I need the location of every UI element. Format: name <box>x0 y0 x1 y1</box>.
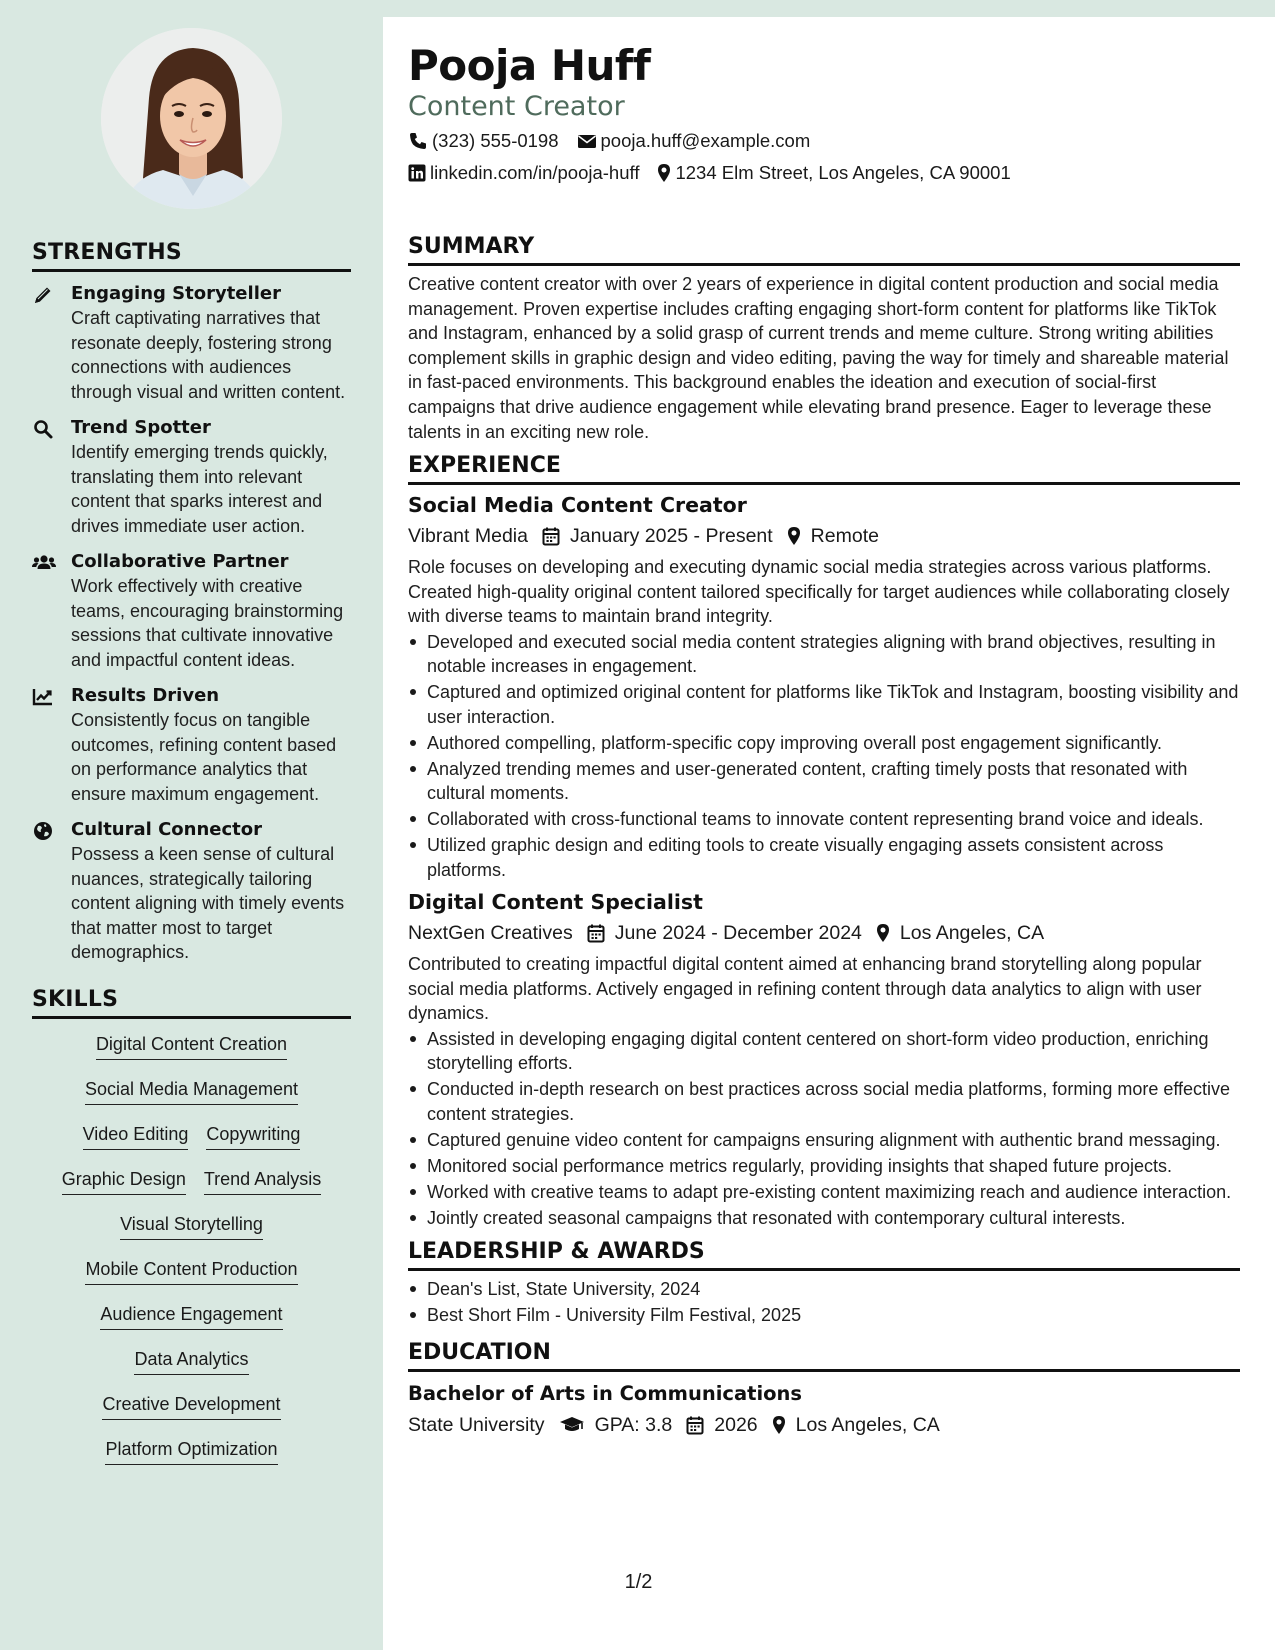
location-pin-icon <box>657 163 671 183</box>
list-item: Captured genuine video content for campaigns ensuring alignment with authentic brand messaging. <box>408 1128 1240 1153</box>
calendar-icon <box>542 526 560 546</box>
address-text: 1234 Elm Street, Los Angeles, CA 90001 <box>675 162 1011 183</box>
email-text: pooja.huff@example.com <box>600 130 811 151</box>
experience-heading: EXPERIENCE <box>408 453 1240 485</box>
chart-line-icon <box>32 686 54 708</box>
strength-desc: Work effectively with creative teams, encouraging brainstorming sessions that cultivate innovative and impactful content ideas. <box>71 576 344 670</box>
job-location-wrap <box>876 918 1044 948</box>
strength-item <box>32 416 351 538</box>
strengths-list <box>32 282 351 965</box>
job-location: Remote <box>810 525 879 548</box>
job-dates: January 2025 - Present <box>569 525 773 548</box>
location-pin-icon <box>772 1415 786 1435</box>
candidate-name: Pooja Huff <box>408 41 651 90</box>
job-entry <box>408 491 1240 882</box>
envelope-icon <box>577 133 597 149</box>
location-pin-icon <box>787 526 801 546</box>
list-item: Best Short Film - University Film Festival, 2025 <box>408 1303 1240 1328</box>
list-item: Assisted in developing engaging digital content centered on short-form video production, enriching storytelling efforts. <box>408 1027 1240 1076</box>
strength-title: Results Driven <box>71 685 220 706</box>
calendar-icon <box>686 1415 704 1435</box>
edu-year: 2026 <box>714 1413 758 1436</box>
awards-heading: LEADERSHIP & AWARDS <box>408 1239 1240 1271</box>
calendar-icon <box>587 923 605 943</box>
job-description: Contributed to creating impactful digital content aimed at enhancing brand storytelling along popular social media platforms. Actively engaged in refining content through data analytics to align with user dynamics. <box>408 954 1202 1024</box>
linkedin-text: linkedin.com/in/pooja-huff <box>430 162 640 183</box>
job-title: Social Media Content Creator <box>408 493 747 518</box>
skills-list <box>32 1032 351 1465</box>
job-bullets <box>408 1027 1240 1231</box>
list-item: Authored compelling, platform-specific copy improving overall post engagement significantly. <box>408 731 1240 756</box>
linkedin-contact[interactable] <box>408 158 639 188</box>
list-item: Collaborated with cross-functional teams to innovate content representing brand voice and ideals. <box>408 807 1240 832</box>
skills-heading: SKILLS <box>32 987 351 1019</box>
strength-item <box>32 818 351 965</box>
list-item: Utilized graphic design and editing tools to create visually engaging assets consistent across platforms. <box>408 833 1240 882</box>
job-description: Role focuses on developing and executing dynamic social media strategies across various platforms. Created high-quality original content tailored specifically for target audiences while collaborating closely with diverse teams to maintain brand integrity. <box>408 557 1230 627</box>
skill-tag: Creative Development <box>102 1392 280 1420</box>
skill-tag: Visual Storytelling <box>120 1212 263 1240</box>
phone-icon <box>408 131 428 151</box>
job-company: Vibrant Media <box>408 525 528 548</box>
phone-contact[interactable] <box>408 126 559 156</box>
skill-tag: Trend Analysis <box>204 1167 321 1195</box>
job-meta <box>408 918 1240 948</box>
sidebar-content <box>32 240 351 1465</box>
skill-tag: Copywriting <box>206 1122 300 1150</box>
job-dates: June 2024 - December 2024 <box>614 922 862 945</box>
portrait-illustration <box>101 28 282 209</box>
strength-title: Collaborative Partner <box>71 551 289 572</box>
phone-text: (323) 555-0198 <box>432 130 559 151</box>
edu-year-wrap <box>686 1410 757 1440</box>
strength-title: Engaging Storyteller <box>71 283 281 304</box>
edu-location-wrap <box>772 1410 940 1440</box>
skill-tag: Video Editing <box>83 1122 189 1150</box>
list-item: Worked with creative teams to adapt pre-existing content maximizing reach and audience interaction. <box>408 1180 1240 1205</box>
candidate-role: Content Creator <box>408 91 625 122</box>
skill-tag: Graphic Design <box>62 1167 186 1195</box>
contact-row-2 <box>408 158 1240 188</box>
main-column <box>408 40 1240 1440</box>
job-company: NextGen Creatives <box>408 922 573 945</box>
page-number: 1/2 <box>624 1571 653 1593</box>
job-dates-wrap <box>542 521 773 551</box>
strength-desc: Craft captivating narratives that resonate deeply, fostering strong connections with audiences through visual and written content. <box>71 308 346 402</box>
education-heading: EDUCATION <box>408 1340 1240 1372</box>
list-item: Jointly created seasonal campaigns that resonated with contemporary cultural interests. <box>408 1206 1240 1231</box>
gpa-text: GPA: 3.8 <box>594 1413 673 1436</box>
school-name: State University <box>408 1413 545 1436</box>
address-contact <box>657 158 1010 188</box>
skill-tag: Data Analytics <box>134 1347 248 1375</box>
search-icon <box>32 418 54 440</box>
strength-item <box>32 684 351 806</box>
job-meta <box>408 521 1240 551</box>
list-item: Dean's List, State University, 2024 <box>408 1277 1240 1302</box>
strength-title: Trend Spotter <box>71 417 211 438</box>
profile-photo <box>101 28 282 209</box>
strength-desc: Identify emerging trends quickly, translating them into relevant content that sparks interest and drives immediate user action. <box>71 442 328 536</box>
strength-item <box>32 282 351 404</box>
globe-icon <box>32 820 54 842</box>
list-item: Captured and optimized original content for platforms like TikTok and Instagram, boosting visibility and user interaction. <box>408 680 1240 729</box>
job-location-wrap <box>787 521 879 551</box>
pencil-icon <box>32 284 54 306</box>
summary-text: Creative content creator with over 2 years of experience in digital content production and social media management. Proven expertise includes crafting engaging short-form content for platforms like TikTok and Instagram, enhanced by a solid grasp of current trends and meme culture. Strong writing abilities complement skills in graphic design and video editing, paving the way for timely and shareable material in fast-paced environments. This background enables the ideation and execution of social-first campaigns that drive audience engagement while elevating brand presence. Eager to leverage these talents in an exciting new role. <box>408 274 1229 442</box>
linkedin-icon <box>408 164 426 182</box>
list-item: Conducted in-depth research on best practices across social media platforms, forming more effective content strategies. <box>408 1077 1240 1126</box>
graduation-cap-icon <box>559 1416 585 1434</box>
users-icon <box>32 552 54 574</box>
email-contact[interactable] <box>577 126 811 156</box>
skill-tag: Mobile Content Production <box>85 1257 297 1285</box>
list-item: Developed and executed social media content strategies aligning with brand objectives, resulting in notable increases in engagement. <box>408 630 1240 679</box>
degree-title: Bachelor of Arts in Communications <box>408 1381 803 1405</box>
skill-tag: Audience Engagement <box>100 1302 282 1330</box>
strengths-heading: STRENGTHS <box>32 240 351 272</box>
skill-tag: Social Media Management <box>85 1077 298 1105</box>
job-location: Los Angeles, CA <box>899 922 1045 945</box>
edu-location: Los Angeles, CA <box>795 1413 940 1436</box>
skill-tag: Platform Optimization <box>105 1437 277 1465</box>
job-dates-wrap <box>587 918 862 948</box>
location-pin-icon <box>876 923 890 943</box>
summary-heading: SUMMARY <box>408 234 1240 266</box>
education-meta <box>408 1410 1240 1440</box>
list-item: Analyzed trending memes and user-generated content, crafting timely posts that resonated with cultural moments. <box>408 757 1240 806</box>
strength-desc: Consistently focus on tangible outcomes, refining content based on performance analytics that ensure maximum engagement. <box>71 710 337 804</box>
contact-row-1 <box>408 126 1240 156</box>
strength-desc: Possess a keen sense of cultural nuances, strategically tailoring content aligning with timely events that matter most to target demographics. <box>71 844 345 962</box>
gpa-wrap <box>559 1410 673 1440</box>
skill-tag: Digital Content Creation <box>96 1032 287 1060</box>
strength-item <box>32 550 351 672</box>
job-title: Digital Content Specialist <box>408 890 703 915</box>
list-item: Monitored social performance metrics regularly, providing insights that shaped future projects. <box>408 1154 1240 1179</box>
job-entry <box>408 888 1240 1230</box>
awards-list <box>408 1277 1240 1328</box>
job-bullets <box>408 630 1240 883</box>
strength-title: Cultural Connector <box>71 819 263 840</box>
